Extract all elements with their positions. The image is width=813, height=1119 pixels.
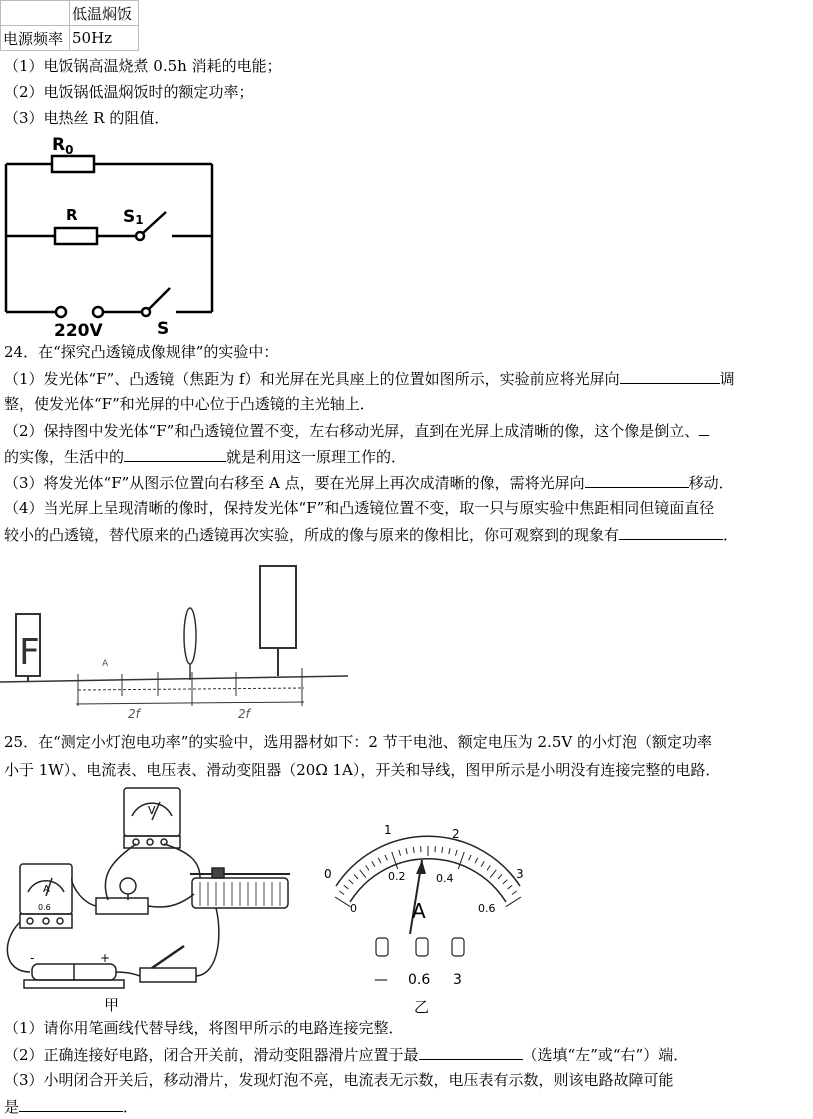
ammeter-label: A bbox=[43, 884, 50, 895]
figure-jia-caption: 甲 bbox=[104, 996, 120, 1014]
dial-tick-mark bbox=[508, 885, 513, 889]
dial-tick-mark bbox=[456, 850, 458, 856]
dial-tick-mark bbox=[512, 891, 517, 895]
answer-blank[interactable] bbox=[620, 368, 720, 384]
q24-part4a: （4）当光屏上呈现清晰的像时，保持发光体“F”和凸透镜位置不变，取一只与原实验中焦距相同但镜面直径 bbox=[4, 499, 715, 517]
rice-cooker-circuit-diagram bbox=[0, 132, 230, 340]
optical-bench-figure bbox=[0, 556, 352, 720]
answer-blank[interactable] bbox=[619, 524, 723, 540]
convex-lens bbox=[184, 608, 196, 664]
dial-outer-tick-2: 2 bbox=[452, 827, 460, 841]
dial-tick-mark bbox=[378, 858, 381, 863]
q23-part2: （2）电饭锅低温焖饭时的额定功率； bbox=[4, 83, 254, 101]
terminal-minus bbox=[376, 938, 388, 956]
point-a-label: A bbox=[102, 659, 109, 669]
dial-inner-tick-1: 0.2 bbox=[388, 870, 406, 883]
terminal-3 bbox=[452, 938, 464, 956]
segment-2f-right: 2f bbox=[238, 707, 250, 720]
dial-tick-mark bbox=[503, 880, 507, 884]
dial-tick-mark bbox=[366, 865, 369, 870]
voltage-label: 220V bbox=[54, 321, 103, 340]
spec-table-cell: 50Hz bbox=[70, 26, 139, 51]
dial-tick-mark bbox=[481, 861, 484, 866]
q24-part2b bbox=[4, 446, 406, 467]
dial-unit-label: A bbox=[412, 899, 426, 923]
q24-part1b: 整，使发光体“F”和光屏的中心位于凸透镜的主光轴上． bbox=[4, 395, 375, 413]
r0-resistor bbox=[52, 156, 94, 172]
q25-part2-end: （选填“左”或“右”）端． bbox=[522, 1046, 689, 1064]
dial-outer-tick-3: 3 bbox=[516, 867, 524, 881]
ammeter-scale-label: 0.6 bbox=[38, 903, 51, 912]
q24-part4b-text: 较小的凸透镜，替代原来的凸透镜再次实验，所成的像与原来的像相比，你可观察到的现象有 bbox=[4, 526, 620, 544]
q25-title: 25．在“测定小灯泡电功率”的实验中，选用器材如下：2 节干电池、额定电压为 2.5V 的小灯泡（额定功率 bbox=[4, 733, 712, 751]
dial-tick-mark bbox=[344, 885, 349, 889]
dial-tick-mark bbox=[490, 870, 496, 878]
q24-part3-text: （3）将发光体“F”从图示位置向右移至 A 点，要在光屏上再次成清晰的像，需将光屏向 bbox=[4, 474, 585, 492]
terminal-label-3: 3 bbox=[453, 972, 462, 988]
spec-table-cell bbox=[1, 1, 70, 26]
terminal-0-6 bbox=[416, 938, 428, 956]
terminal-left bbox=[56, 307, 66, 317]
dial-tick-mark bbox=[399, 850, 401, 856]
dial-tick-mark bbox=[469, 855, 471, 861]
answer-blank[interactable] bbox=[699, 420, 709, 436]
q25-part3b-text: 是 bbox=[4, 1098, 20, 1116]
r0-label: $R_0$ bbox=[52, 135, 74, 157]
figure-yi-caption: 乙 bbox=[414, 998, 430, 1016]
q25-part2 bbox=[4, 1044, 688, 1065]
answer-blank[interactable] bbox=[124, 446, 226, 462]
voltmeter-label: V bbox=[148, 804, 156, 817]
q24-part2b-text: 的实像，生活中的 bbox=[4, 448, 125, 466]
dial-outer-tick-1: 1 bbox=[384, 823, 392, 837]
q25-part2-text: （2）正确连接好电路，闭合开关前，滑动变阻器滑片应置于最 bbox=[4, 1046, 419, 1064]
dial-tick-mark bbox=[339, 891, 344, 895]
dial-tick-mark bbox=[449, 848, 450, 854]
s-label: S bbox=[157, 319, 170, 339]
spec-table-row bbox=[1, 1, 139, 26]
q25-title-cont: 小于 1W）、电流表、电压表、滑动变阻器（20Ω 1A），开关和导线，图甲所示是小明没有连接完整的电路． bbox=[4, 761, 721, 779]
dial-tick-mark bbox=[487, 865, 490, 870]
q24-part2b-end: 就是利用这一原理工作的． bbox=[226, 448, 407, 466]
switch-s bbox=[149, 288, 170, 309]
q25-part1: （1）请你用笔画线代替导线，将图甲所示的电路连接完整． bbox=[4, 1019, 404, 1037]
q24-part2a-text: （2）保持图中发光体“F”和凸透镜位置不变，左右移动光屏，直到在光屏上成清晰的像，这个像是倒立、 bbox=[4, 422, 700, 440]
dial-tick-mark bbox=[335, 897, 350, 907]
dial-inner-tick-0: 0 bbox=[350, 902, 357, 915]
q23-part1: （1）电饭锅高温烧煮 0.5h 消耗的电能； bbox=[4, 57, 282, 75]
dial-outer-tick-0: 0 bbox=[324, 867, 332, 881]
q24-part4b-end: ． bbox=[723, 526, 739, 544]
dial-inner-tick-2: 0.4 bbox=[436, 872, 454, 885]
figure-jia-circuit bbox=[0, 782, 300, 1014]
dial-tick-mark bbox=[442, 847, 443, 853]
lamp-bulb-icon bbox=[120, 878, 136, 894]
q24-part1a-end: 调 bbox=[719, 370, 735, 388]
q24-part4b bbox=[4, 524, 738, 545]
switch-knife bbox=[140, 968, 196, 982]
q25-part3b-end: ． bbox=[123, 1098, 139, 1116]
q24-part3-end: 移动． bbox=[688, 474, 734, 492]
optical-rail bbox=[0, 676, 348, 682]
spec-table-cell: 电源频率 bbox=[1, 26, 70, 51]
dial-tick-mark bbox=[506, 897, 521, 907]
q24-part1a bbox=[4, 368, 735, 389]
segment-2f-left: 2f bbox=[128, 707, 140, 720]
q24-title: 24．在“探究凸透镜成像规律”的实验中： bbox=[4, 343, 279, 361]
light-screen bbox=[260, 566, 296, 648]
r-resistor bbox=[55, 228, 97, 244]
answer-blank[interactable] bbox=[419, 1044, 523, 1060]
figure-yi-ammeter-dial bbox=[310, 816, 540, 1016]
dial-tick-mark bbox=[354, 875, 358, 879]
q24-part1a-text: （1）发光体“F”、凸透镜（焦距为 f）和光屏在光具座上的位置如图所示，实验前应将光屏向 bbox=[4, 370, 620, 388]
terminal-label-0-6: 0.6 bbox=[408, 972, 431, 988]
dial-inner-tick-3: 0.6 bbox=[478, 902, 496, 915]
battery-minus-label: - bbox=[30, 951, 35, 965]
q24-part3 bbox=[4, 472, 734, 493]
q25-part3b bbox=[4, 1096, 138, 1117]
dial-tick-mark bbox=[475, 858, 478, 863]
switch-s1 bbox=[143, 212, 166, 233]
dial-inner-arc bbox=[350, 859, 506, 902]
terminal-right bbox=[93, 307, 103, 317]
q25-part3a: （3）小明闭合开关后，移动滑片，发现灯泡不亮，电流表无示数，电压表有示数，则该电路故障可能 bbox=[4, 1071, 674, 1089]
dial-tick-mark bbox=[406, 848, 407, 854]
answer-blank[interactable] bbox=[585, 472, 689, 488]
spec-table bbox=[0, 0, 139, 51]
q23-part3: （3）电热丝 R 的阻值． bbox=[4, 109, 170, 127]
dial-tick-mark bbox=[413, 847, 414, 853]
dial-tick-mark bbox=[360, 870, 366, 878]
dial-tick-mark bbox=[349, 880, 353, 884]
s1-label: S1 bbox=[123, 207, 144, 227]
dial-tick-mark bbox=[385, 855, 387, 861]
dial-outer-arc bbox=[336, 836, 520, 886]
f-label: F bbox=[19, 632, 40, 673]
battery-plus-label: + bbox=[100, 951, 111, 965]
spec-table-row bbox=[1, 26, 139, 51]
spec-table-cell: 低温焖饭 bbox=[70, 1, 139, 26]
q24-part2a bbox=[4, 420, 709, 441]
dial-tick-mark bbox=[372, 861, 375, 866]
terminal-label-minus: — bbox=[374, 972, 388, 988]
r-label: R bbox=[66, 206, 78, 224]
answer-blank[interactable] bbox=[19, 1096, 123, 1112]
dial-tick-mark bbox=[498, 875, 502, 879]
lamp-base bbox=[96, 898, 148, 914]
